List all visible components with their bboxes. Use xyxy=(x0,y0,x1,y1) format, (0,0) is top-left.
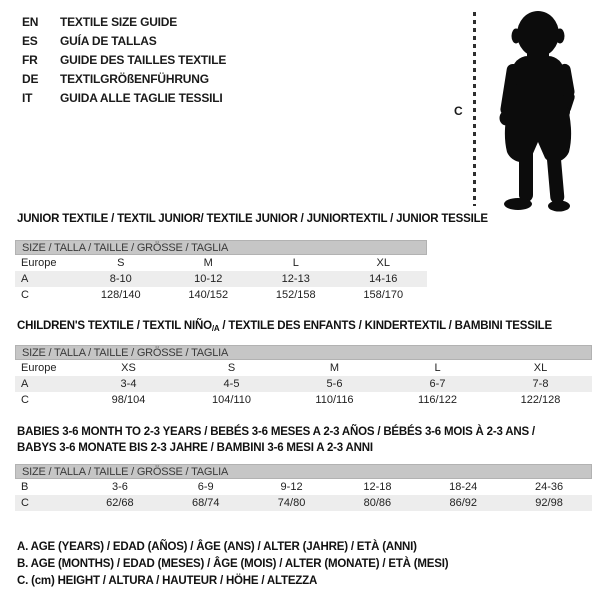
row-label: A xyxy=(21,378,29,390)
babies-title-line2: BABYS 3-6 MONATE BIS 2-3 JAHRE / BAMBINI 3-6 MESI A 2-3 ANNI xyxy=(17,442,373,454)
children-size-table xyxy=(15,345,592,408)
months-cell: 12-18 xyxy=(363,481,392,493)
junior-table-title: JUNIOR TEXTILE / TEXTIL JUNIOR/ TEXTILE JUNIOR / JUNIORTEXTIL / JUNIOR TESSILE xyxy=(17,213,488,225)
lang-row-de xyxy=(22,69,226,88)
lang-row-it xyxy=(22,88,226,107)
lang-row-es xyxy=(22,31,226,50)
children-table-title xyxy=(17,320,552,333)
table-row-height xyxy=(15,287,427,303)
age-cell: 7-8 xyxy=(532,378,549,390)
babies-size-table xyxy=(15,464,592,511)
lang-row-fr xyxy=(22,50,226,69)
height-cell: 140/152 xyxy=(188,289,229,301)
size-cell: M xyxy=(203,257,213,269)
size-header-band: SIZE / TALLA / TAILLE / GRÖSSE / TAGLIA xyxy=(15,464,592,479)
size-cell: S xyxy=(117,257,125,269)
table-row-age xyxy=(15,376,592,392)
height-cell: 86/92 xyxy=(449,497,477,509)
height-cell: 128/140 xyxy=(100,289,141,301)
size-cell: XL xyxy=(533,362,548,374)
height-cell: 158/170 xyxy=(363,289,404,301)
table-row-height xyxy=(15,495,592,511)
table-row-months xyxy=(15,479,592,495)
junior-size-table xyxy=(15,240,427,303)
row-label: Europe xyxy=(21,362,57,374)
toddler-silhouette-icon xyxy=(482,6,588,212)
size-cell: XL xyxy=(376,257,390,269)
babies-table-title xyxy=(17,424,535,456)
age-cell: 8-10 xyxy=(109,273,132,285)
lang-code: FR xyxy=(22,52,38,67)
lang-code: IT xyxy=(22,90,33,105)
height-cell: 116/122 xyxy=(418,394,457,406)
row-label: Europe xyxy=(21,257,57,269)
height-cell: 110/116 xyxy=(315,394,354,406)
children-title-post: / TEXTILE DES ENFANTS / KINDERTEXTIL / BAMBINI TESSILE xyxy=(219,320,552,332)
lang-code: ES xyxy=(22,33,38,48)
lang-title: GUIDA ALLE TAGLIE TESSILI xyxy=(60,90,223,105)
height-measure-dashed-line xyxy=(473,12,476,206)
size-header-band: SIZE / TALLA / TAILLE / GRÖSSE / TAGLIA xyxy=(15,345,592,360)
months-cell: 3-6 xyxy=(111,481,128,493)
lang-title: TEXTILGRÖßENFÜHRUNG xyxy=(60,71,209,86)
lang-row-en xyxy=(22,12,226,31)
size-cell: XS xyxy=(121,362,136,374)
table-row-europe xyxy=(15,255,427,271)
months-cell: 18-24 xyxy=(449,481,478,493)
height-cell: 104/110 xyxy=(212,394,251,406)
age-cell: 5-6 xyxy=(326,378,343,390)
lang-code: DE xyxy=(22,71,39,86)
table-row-age xyxy=(15,271,427,287)
table-row-height xyxy=(15,392,592,408)
babies-title-line1: BABIES 3-6 MONTH TO 2-3 YEARS / BEBÉS 3-6 MESES A 2-3 AÑOS / BÉBÉS 3-6 MOIS À 2-3 ANS / xyxy=(17,426,535,438)
height-measure-label: C xyxy=(454,104,463,118)
age-cell: 4-5 xyxy=(223,378,240,390)
age-cell: 6-7 xyxy=(429,378,446,390)
height-cell: 98/104 xyxy=(111,394,146,406)
age-cell: 14-16 xyxy=(369,273,398,285)
legend xyxy=(17,539,448,590)
height-cell: 80/86 xyxy=(363,497,392,509)
children-title-sub: /A xyxy=(211,324,220,333)
lang-code: EN xyxy=(22,14,39,29)
row-label: C xyxy=(21,497,29,509)
row-label: C xyxy=(21,289,29,301)
height-cell: 74/80 xyxy=(277,497,306,509)
lang-title: GUIDE DES TAILLES TEXTILE xyxy=(60,52,227,67)
height-cell: 122/128 xyxy=(520,394,561,406)
height-cell: 62/68 xyxy=(106,497,134,509)
months-cell: 24-36 xyxy=(534,481,564,493)
legend-line-c: C. (cm) HEIGHT / ALTURA / HAUTEUR / HÖHE / ALTEZZA xyxy=(17,575,318,587)
age-cell: 12-13 xyxy=(281,273,310,285)
children-title-pre: CHILDREN'S TEXTILE / TEXTIL NIÑO xyxy=(17,320,212,332)
lang-title: TEXTILE SIZE GUIDE xyxy=(60,14,178,29)
size-cell: M xyxy=(329,362,340,374)
legend-line-b: B. AGE (MONTHS) / EDAD (MESES) / ÂGE (MOIS) / ALTER (MONATE) / ETÀ (MESI) xyxy=(17,558,449,570)
language-header xyxy=(22,12,226,107)
size-cell: S xyxy=(227,362,236,374)
months-cell: 6-9 xyxy=(197,481,214,493)
height-cell: 92/98 xyxy=(535,497,563,509)
legend-line-a: A. AGE (YEARS) / EDAD (AÑOS) / ÂGE (ANS) / ALTER (JAHRE) / ETÀ (ANNI) xyxy=(17,541,417,553)
height-cell: 152/158 xyxy=(275,289,316,301)
age-cell: 10-12 xyxy=(194,273,223,285)
lang-title: GUÍA DE TALLAS xyxy=(60,33,157,48)
row-label: C xyxy=(21,394,29,406)
size-cell: L xyxy=(434,362,441,374)
age-cell: 3-4 xyxy=(120,378,137,390)
row-label: A xyxy=(21,273,29,285)
size-cell: L xyxy=(292,257,299,269)
row-label: B xyxy=(21,481,29,493)
months-cell: 9-12 xyxy=(280,481,303,493)
height-cell: 68/74 xyxy=(191,497,220,509)
table-row-europe xyxy=(15,360,592,376)
size-header-band: SIZE / TALLA / TAILLE / GRÖSSE / TAGLIA xyxy=(15,240,427,255)
